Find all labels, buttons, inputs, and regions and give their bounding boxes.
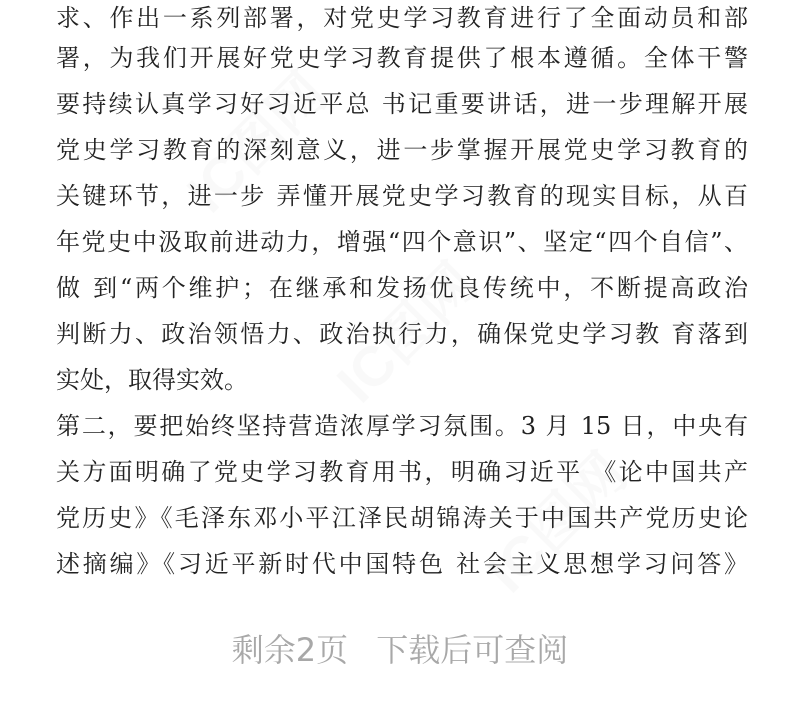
remaining-pages-download-prompt[interactable]: 剩余2页 下载后可查阅 bbox=[231, 631, 569, 669]
document-line: 关键环节，进一步 弄懂开展党史学习教育的现实目标，从百 bbox=[56, 182, 748, 210]
watermark-stamp: IC图网 bbox=[474, 440, 639, 605]
document-line: 第二，要把始终坚持营造浓厚学习氛围。3 月 15 日，中央有 bbox=[56, 412, 748, 440]
watermark-stamp: IC图网 bbox=[324, 250, 489, 415]
document-line: 党历史》《毛泽东邓小平江泽民胡锦涛关于中国共产党历史论 bbox=[56, 504, 748, 532]
document-line: 署，为我们开展好党史学习教育提供了根本遵循。全体干警 bbox=[56, 44, 748, 72]
document-line: 求、作出一系列部署，对党史学习教育进行了全面动员和部 bbox=[56, 4, 748, 32]
document-line: 述摘编》《习近平新时代中国特色 社会主义思想学习问答》 bbox=[56, 550, 748, 578]
document-line: 年党史中汲取前进动力，增强“四个意识”、坚定“四个自信”、 bbox=[56, 228, 748, 256]
document-line: 党史学习教育的深刻意义，进一步掌握开展党史学习教育的 bbox=[56, 136, 748, 164]
document-line: 要持续认真学习好习近平总 书记重要讲话，进一步理解开展 bbox=[56, 90, 748, 118]
document-line: 做 到“两个维护；在继承和发扬优良传统中，不断提高政治 bbox=[56, 274, 748, 302]
document-line: 实处，取得实效。 bbox=[56, 366, 248, 394]
watermark-stamp: IC图网 bbox=[174, 60, 339, 225]
document-line: 关方面明确了党史学习教育用书，明确习近平 《论中国共产 bbox=[56, 458, 748, 486]
document-line: 判断力、政治领悟力、政治执行力，确保党史学习教 育落到 bbox=[56, 320, 748, 348]
